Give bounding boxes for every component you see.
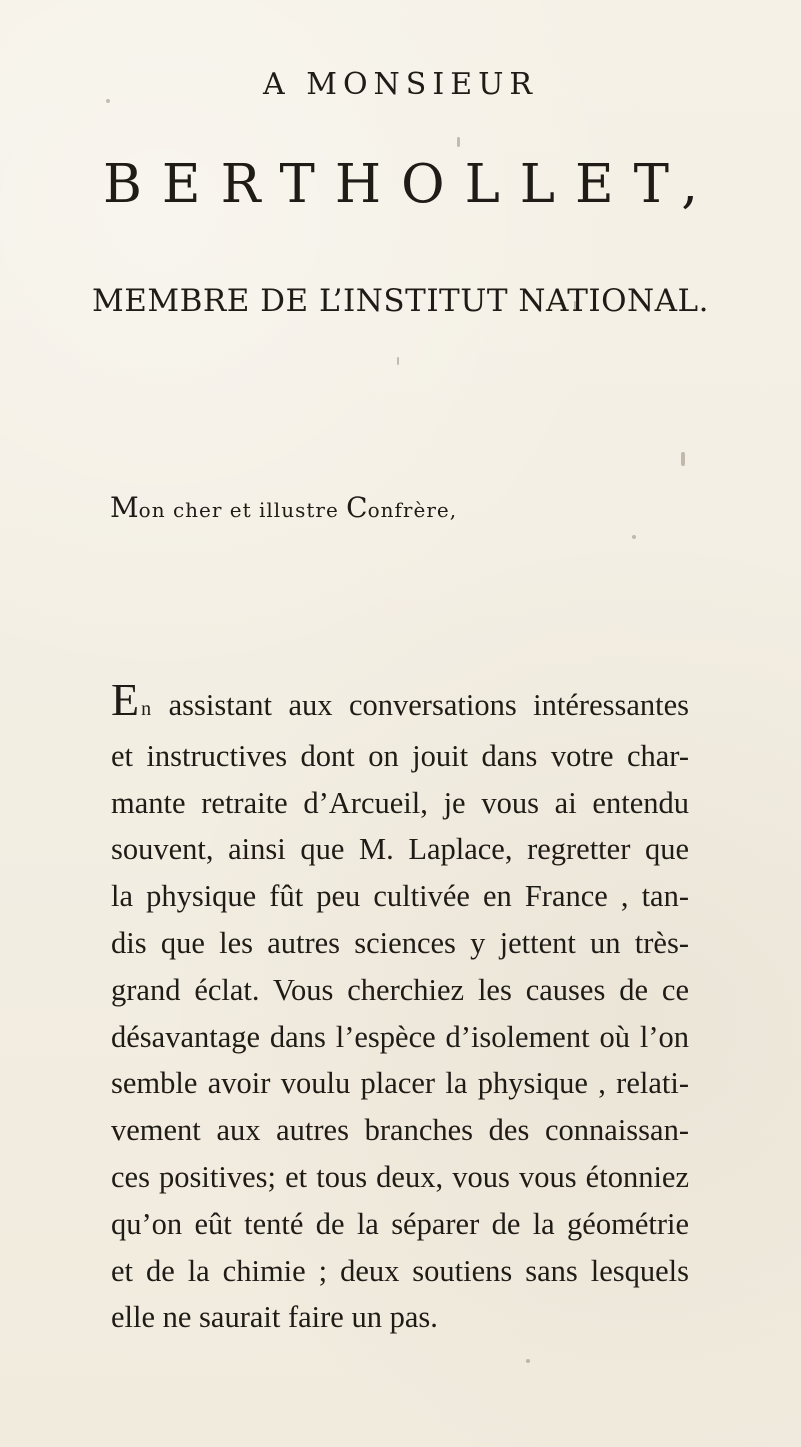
body-line-4: souvent, ainsi que M. Laplace, regretter que	[111, 832, 689, 867]
body-line-7: grand éclat. Vous cherchiez les causes de ce	[111, 972, 689, 1007]
body-line-9: semble avoir voulu placer la physique , relati-	[111, 1066, 689, 1101]
recipient-name: BERTHOLLET,	[102, 154, 719, 215]
body-line-10: vement aux autres branches des connaissan-	[111, 1113, 689, 1148]
dedication-heading: A MONSIEUR	[263, 67, 538, 102]
paper-speck	[397, 357, 399, 365]
body-line-13: et de la chimie ; deux soutiens sans lesquels	[111, 1253, 689, 1288]
body-line-6: dis que les autres sciences y jettent un très-	[111, 925, 689, 960]
body-line-11: ces positives; et tous deux, vous vous étonniez	[111, 1159, 689, 1194]
paper-speck	[457, 137, 460, 147]
letter-body	[111, 674, 690, 1341]
salutation	[110, 491, 458, 524]
body-line-2: et instructives dont on jouit dans votre char-	[111, 738, 689, 773]
body-line-1	[111, 674, 690, 733]
body-line-5: la physique fût peu cultivée en France , tan-	[111, 879, 689, 914]
salutation-initial-2: C	[346, 491, 368, 524]
drop-cap-rest: n	[141, 698, 153, 720]
body-line-8: désavantage dans l’espèce d’isolement où l’on	[111, 1019, 689, 1054]
paper-speck	[526, 1359, 530, 1363]
body-line-14: elle ne saurait faire un pas.	[111, 1300, 438, 1335]
drop-cap: E	[111, 674, 140, 725]
body-line-12: qu’on eût tenté de la séparer de la géométrie	[111, 1206, 689, 1241]
salutation-text: on cher et illustre	[138, 498, 347, 522]
salutation-text-2: onfrère,	[367, 498, 458, 522]
body-line-3: mante retraite d’Arcueil, je vous ai entendu	[111, 785, 689, 820]
salutation-initial: M	[110, 491, 139, 524]
body-line-text: assistant aux conversations intéressantes	[168, 688, 690, 722]
paper-speck	[681, 452, 685, 466]
recipient-title: MEMBRE DE L’INSTITUT NATIONAL.	[91, 283, 710, 319]
paper-speck	[632, 535, 636, 539]
